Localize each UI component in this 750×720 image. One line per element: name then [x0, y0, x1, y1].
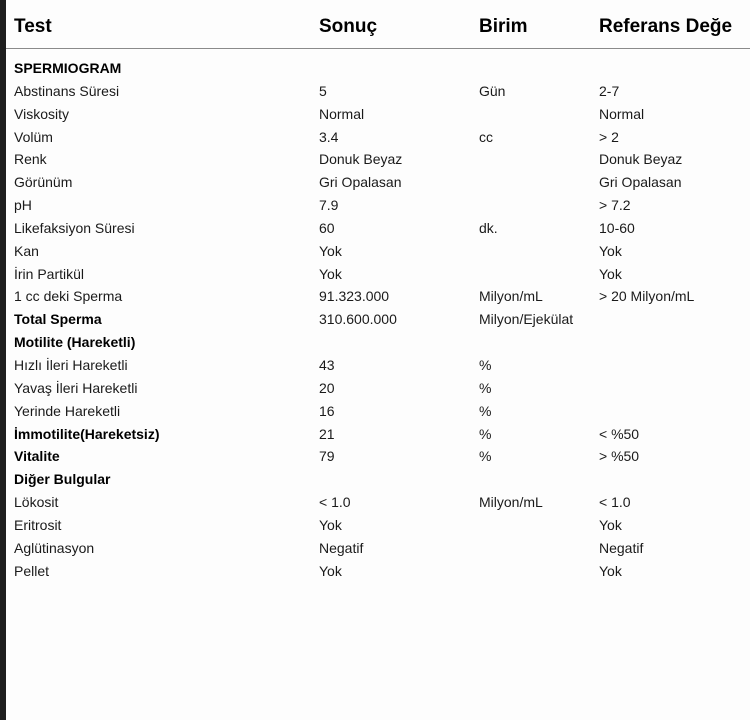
reference-cell: < 1.0	[599, 494, 631, 511]
header-unit: Birim	[479, 16, 528, 37]
test-name-cell: Yerinde Hareketli	[14, 402, 121, 419]
reference-cell: > %50	[599, 448, 640, 465]
table-row	[6, 423, 750, 446]
table-row	[6, 263, 750, 286]
unit-cell: %	[479, 402, 492, 419]
unit-cell: dk.	[479, 219, 498, 236]
table-row	[6, 445, 750, 468]
reference-cell: Yok	[599, 265, 622, 282]
reference-cell: Normal	[599, 105, 645, 122]
test-name-cell: 1 cc deki Sperma	[14, 288, 123, 305]
reference-cell: > 2	[599, 128, 619, 145]
result-cell: Yok	[319, 516, 342, 533]
test-name-cell: pH	[14, 197, 32, 214]
result-cell: Gri Opalasan	[319, 174, 402, 191]
result-cell: 60	[319, 219, 335, 236]
unit-cell: %	[479, 379, 492, 396]
test-name-cell: Kan	[14, 242, 39, 259]
table-row	[6, 194, 750, 217]
test-name-cell: Vitalite	[14, 448, 60, 465]
result-cell: 20	[319, 379, 335, 396]
result-cell: Negatif	[319, 539, 364, 556]
header-reference: Referans Değe	[599, 16, 733, 37]
unit-cell: Milyon/mL	[479, 494, 543, 511]
reference-cell: Donuk Beyaz	[599, 151, 683, 168]
test-name-cell: Pellet	[14, 562, 50, 579]
test-name-cell: Aglütinasyon	[14, 539, 95, 556]
test-name-cell: İmmotilite(Hareketsiz)	[14, 425, 160, 442]
test-name-cell: Hızlı İleri Hareketli	[14, 356, 128, 373]
test-name-cell: Viskosity	[14, 105, 69, 122]
result-cell: 310.600.000	[319, 311, 397, 328]
table-row	[6, 514, 750, 537]
result-cell: Normal	[319, 105, 365, 122]
unit-cell: cc	[479, 128, 493, 145]
table-row	[6, 126, 750, 149]
section-heading-row	[6, 468, 750, 491]
test-name-cell: Volüm	[14, 128, 53, 145]
result-cell: 43	[319, 356, 335, 373]
test-name-cell: Renk	[14, 151, 47, 168]
test-name-cell: Abstinans Süresi	[14, 82, 120, 99]
table-row	[6, 217, 750, 240]
section-heading-row	[6, 57, 750, 80]
table-row	[6, 308, 750, 331]
table-header	[6, 0, 750, 49]
table-row	[6, 491, 750, 514]
table-row	[6, 560, 750, 583]
result-cell: 3.4	[319, 128, 339, 145]
reference-cell: Yok	[599, 516, 622, 533]
test-name-cell: Eritrosit	[14, 516, 62, 533]
unit-cell: %	[479, 425, 492, 442]
test-name-cell: Total Sperma	[14, 311, 102, 328]
test-name-cell: Diğer Bulgular	[14, 471, 111, 488]
table-row	[6, 400, 750, 423]
result-cell: < 1.0	[319, 494, 351, 511]
reference-cell: Gri Opalasan	[599, 174, 682, 191]
test-name-cell: Görünüm	[14, 174, 73, 191]
table-row	[6, 354, 750, 377]
unit-cell: Gün	[479, 82, 506, 99]
reference-cell: > 20 Milyon/mL	[599, 288, 695, 305]
reference-cell: 10-60	[599, 219, 635, 236]
reference-cell: 2-7	[599, 82, 620, 99]
result-cell: 79	[319, 448, 335, 465]
test-name-cell: SPERMIOGRAM	[14, 60, 122, 76]
result-cell: 91.323.000	[319, 288, 390, 305]
unit-cell: %	[479, 356, 492, 373]
result-cell: Yok	[319, 242, 342, 259]
test-name-cell: Yavaş İleri Hareketli	[14, 379, 138, 396]
table-row	[6, 240, 750, 263]
table-row	[6, 148, 750, 171]
test-name-cell: Likefaksiyon Süresi	[14, 219, 135, 236]
report-page	[6, 0, 750, 720]
table-row	[6, 171, 750, 194]
result-cell: Donuk Beyaz	[319, 151, 403, 168]
reference-cell: > 7.2	[599, 197, 631, 214]
header-result: Sonuç	[319, 16, 378, 37]
reference-cell: Negatif	[599, 539, 644, 556]
result-cell: 5	[319, 82, 327, 99]
unit-cell: Milyon/mL	[479, 288, 543, 305]
test-name-cell: İrin Partikül	[14, 265, 85, 282]
result-cell: Yok	[319, 562, 342, 579]
reference-cell: Yok	[599, 562, 622, 579]
test-name-cell: Motilite (Hareketli)	[14, 334, 136, 351]
table-row	[6, 103, 750, 126]
result-cell: 7.9	[319, 197, 339, 214]
unit-cell: Milyon/Ejekülat	[479, 311, 574, 328]
unit-cell: %	[479, 448, 492, 465]
result-cell: Yok	[319, 265, 342, 282]
section-heading-row	[6, 331, 750, 354]
results-table	[6, 57, 750, 582]
test-name-cell: Lökosit	[14, 494, 59, 511]
table-row	[6, 377, 750, 400]
table-row	[6, 537, 750, 560]
result-cell: 21	[319, 425, 335, 442]
table-row	[6, 80, 750, 103]
result-cell: 16	[319, 402, 335, 419]
reference-cell: < %50	[599, 425, 640, 442]
table-row	[6, 285, 750, 308]
header-test: Test	[14, 16, 52, 37]
reference-cell: Yok	[599, 242, 622, 259]
